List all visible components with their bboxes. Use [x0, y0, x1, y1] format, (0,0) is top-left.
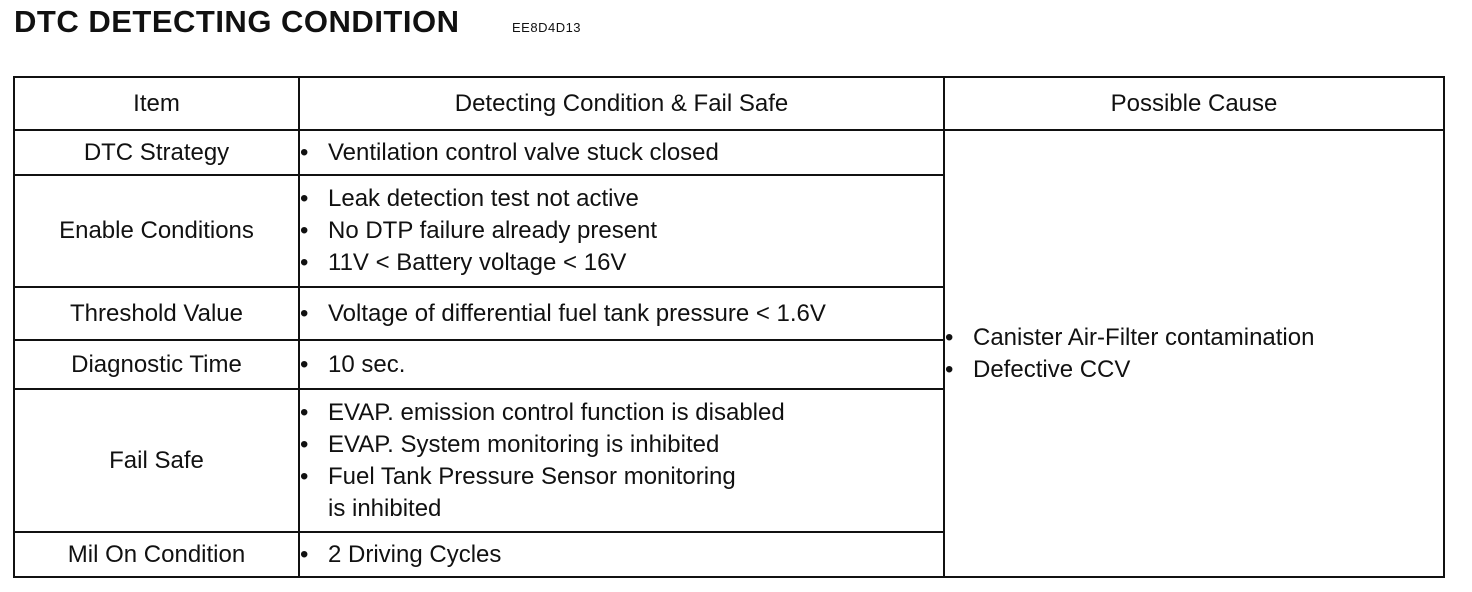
column-header-possible-cause: Possible Cause: [944, 77, 1444, 130]
row-conditions: [299, 175, 944, 287]
condition-bullet: • 10 sec.: [300, 349, 943, 381]
condition-bullet: • Voltage of differential fuel tank pressure < 1.6V: [300, 298, 943, 330]
dtc-table: [13, 76, 1445, 578]
possible-cause-bullet: • Canister Air-Filter contamination: [945, 322, 1443, 354]
possible-cause-cell: [944, 130, 1444, 577]
condition-bullet: • 2 Driving Cycles: [300, 539, 943, 571]
row-item-label: Mil On Condition: [14, 532, 299, 577]
row-conditions: [299, 287, 944, 340]
table-row-dtc-strategy: [14, 130, 1444, 175]
condition-bullet: • Ventilation control valve stuck closed: [300, 137, 943, 169]
condition-bullet: • Leak detection test not active: [300, 183, 943, 215]
document-code: EE8D4D13: [512, 20, 582, 35]
page-title: DTC DETECTING CONDITION: [14, 4, 460, 39]
row-item-label: DTC Strategy: [14, 130, 299, 175]
condition-bullet: • 11V < Battery voltage < 16V: [300, 247, 943, 279]
row-item-label: Diagnostic Time: [14, 340, 299, 389]
possible-cause-bullet: • Defective CCV: [945, 354, 1443, 386]
condition-bullet: [300, 461, 943, 525]
row-conditions: [299, 389, 944, 532]
row-item-label: Enable Conditions: [14, 175, 299, 287]
condition-text: Fuel Tank Pressure Sensor monitoring: [328, 462, 736, 490]
column-header-item: Item: [14, 77, 299, 130]
condition-bullet: • EVAP. System monitoring is inhibited: [300, 429, 943, 461]
row-item-label: Fail Safe: [14, 389, 299, 532]
row-conditions: [299, 532, 944, 577]
condition-bullet: • EVAP. emission control function is disabled: [300, 397, 943, 429]
row-conditions: [299, 130, 944, 175]
table-header-row: [14, 77, 1444, 130]
row-conditions: [299, 340, 944, 389]
row-item-label: Threshold Value: [14, 287, 299, 340]
condition-bullet: • No DTP failure already present: [300, 215, 943, 247]
condition-continuation: is inhibited: [328, 494, 442, 522]
column-header-detecting-condition: Detecting Condition & Fail Safe: [299, 77, 944, 130]
